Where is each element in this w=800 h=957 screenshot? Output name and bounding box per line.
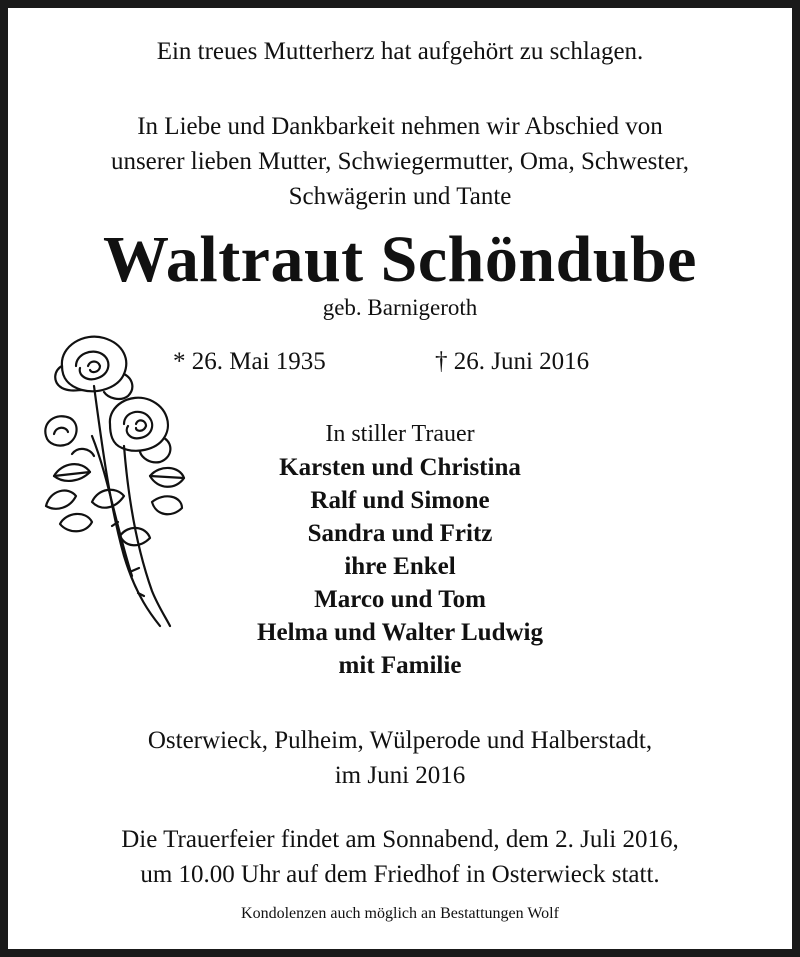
- mourner: ihre Enkel: [344, 553, 456, 580]
- maiden-name: geb. Barnigeroth: [322, 295, 478, 320]
- place-date: [8, 723, 792, 793]
- place-line: im Juni 2016: [334, 762, 466, 789]
- ceremony-line: um 10.00 Uhr auf dem Friedhof in Osterwieck statt.: [140, 861, 660, 888]
- mourning-heading: In stiller Trauer: [325, 421, 475, 447]
- mourner: Helma und Walter Ludwig: [257, 619, 543, 646]
- death-date: † 26. Juni 2016: [435, 348, 590, 375]
- farewell-text: [8, 109, 792, 214]
- mourner: Sandra und Fritz: [307, 520, 493, 547]
- deceased-name: Waltraut Schöndube: [103, 223, 697, 296]
- farewell-line: In Liebe und Dankbarkeit nehmen wir Abschied von: [137, 113, 663, 140]
- mourner: Karsten und Christina: [279, 454, 521, 481]
- ceremony-line: Die Trauerfeier findet am Sonnabend, dem 2. Juli 2016,: [121, 826, 679, 853]
- farewell-line: Schwägerin und Tante: [288, 183, 512, 210]
- place-line: Osterwieck, Pulheim, Wülperode und Halberstadt,: [147, 727, 653, 754]
- condolences-note: Kondolenzen auch möglich an Bestattungen Wolf: [241, 905, 559, 922]
- birth-date: * 26. Mai 1935: [173, 348, 326, 375]
- mourner: mit Familie: [338, 652, 462, 679]
- mourner: Ralf und Simone: [310, 487, 490, 514]
- farewell-line: unserer lieben Mutter, Schwiegermutter, Oma, Schwester,: [110, 148, 690, 175]
- intro-text: Ein treues Mutterherz hat aufgehört zu schlagen.: [156, 38, 644, 65]
- mourner: Marco und Tom: [314, 586, 486, 613]
- ceremony-info: [8, 822, 792, 892]
- mourners-block: [8, 418, 792, 682]
